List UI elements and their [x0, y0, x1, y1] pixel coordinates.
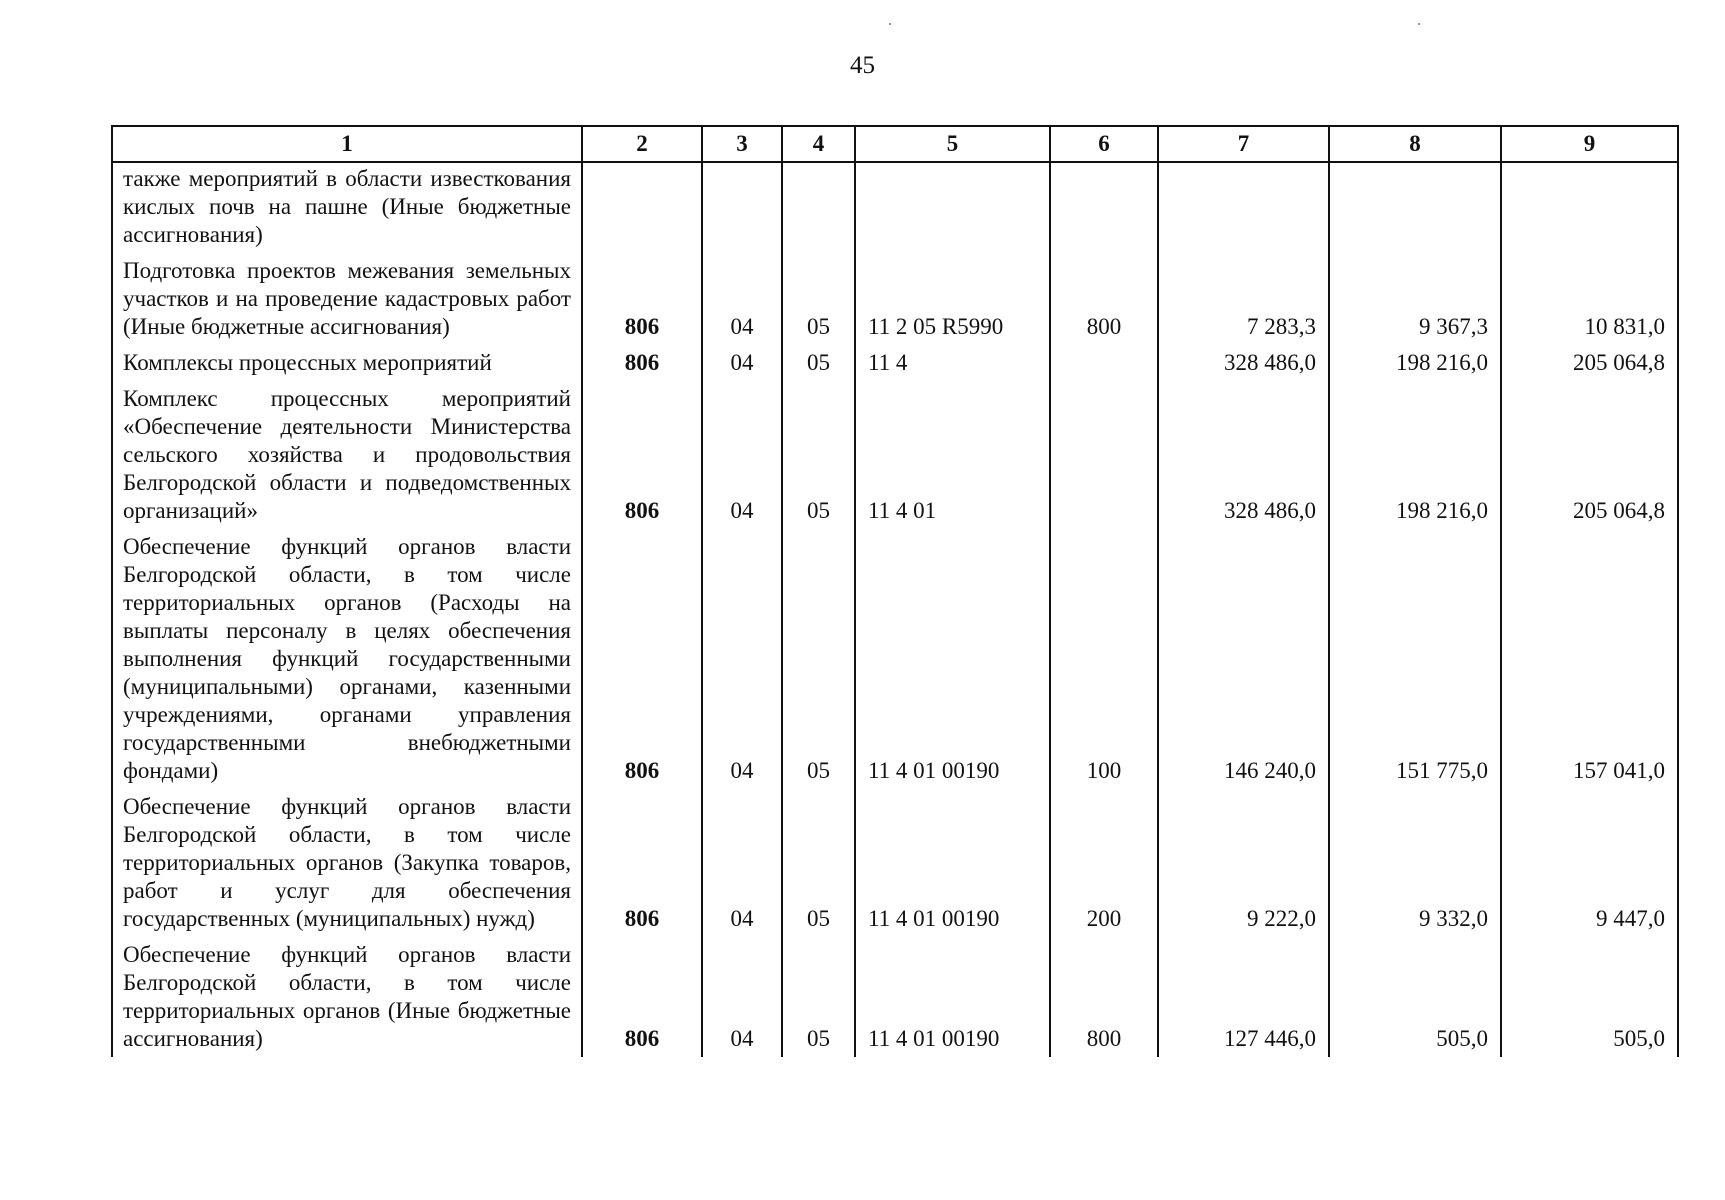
row-value-3: 505,0	[1501, 937, 1678, 1057]
row-subsection: 05	[782, 381, 855, 529]
row-subsection: 05	[782, 937, 855, 1057]
header-col-9: 9	[1501, 126, 1678, 162]
row-kind: 100	[1050, 529, 1158, 789]
row-code: 806	[582, 937, 702, 1057]
row-target: 11 4 01 00190	[855, 789, 1050, 937]
header-col-2: 2	[582, 126, 702, 162]
header-col-5: 5	[855, 126, 1050, 162]
row-name: Подготовка проектов межевания земельных участков и на проведение кадастровых работ (Иные бюджетные ассигнования)	[112, 253, 582, 345]
row-value-1: 328 486,0	[1158, 345, 1329, 381]
row-target: 11 2 05 R5990	[855, 253, 1050, 345]
row-section: 04	[702, 253, 782, 345]
row-name: Обеспечение функций органов власти Белгородской области, в том числе территориальных органов (Закупка товаров, работ и услуг для обеспечения государственных (муниципальных) нужд)	[112, 789, 582, 937]
row-subsection: 05	[782, 789, 855, 937]
header-row	[112, 126, 1678, 162]
row-target: 11 4 01 00190	[855, 937, 1050, 1057]
row-section: 04	[702, 789, 782, 937]
row-value-3: 205 064,8	[1501, 345, 1678, 381]
page-number: 45	[850, 52, 875, 79]
row-kind	[1050, 162, 1158, 253]
row-value-2: 198 216,0	[1329, 381, 1501, 529]
row-target: 11 4 01	[855, 381, 1050, 529]
row-value-2: 151 775,0	[1329, 529, 1501, 789]
row-section	[702, 162, 782, 253]
header-col-4: 4	[782, 126, 855, 162]
row-code: 806	[582, 253, 702, 345]
row-kind: 200	[1050, 789, 1158, 937]
row-target: 11 4	[855, 345, 1050, 381]
table-row	[112, 162, 1678, 253]
row-value-1: 7 283,3	[1158, 253, 1329, 345]
row-name: Обеспечение функций органов власти Белгородской области, в том числе территориальных органов (Иные бюджетные ассигнования)	[112, 937, 582, 1057]
row-value-2: 505,0	[1329, 937, 1501, 1057]
table-row	[112, 345, 1678, 381]
row-section: 04	[702, 529, 782, 789]
scan-dot	[889, 23, 891, 25]
row-section: 04	[702, 937, 782, 1057]
table-row	[112, 381, 1678, 529]
row-subsection: 05	[782, 345, 855, 381]
row-code: 806	[582, 381, 702, 529]
header-col-7: 7	[1158, 126, 1329, 162]
row-value-3: 157 041,0	[1501, 529, 1678, 789]
row-value-3	[1501, 162, 1678, 253]
row-kind	[1050, 381, 1158, 529]
table-row	[112, 529, 1678, 789]
row-kind	[1050, 345, 1158, 381]
header-col-8: 8	[1329, 126, 1501, 162]
row-kind: 800	[1050, 253, 1158, 345]
row-subsection: 05	[782, 529, 855, 789]
row-subsection	[782, 162, 855, 253]
row-code: 806	[582, 529, 702, 789]
row-value-3: 9 447,0	[1501, 789, 1678, 937]
row-section: 04	[702, 381, 782, 529]
row-value-3: 205 064,8	[1501, 381, 1678, 529]
row-section: 04	[702, 345, 782, 381]
row-name: Комплексы процессных мероприятий	[112, 345, 582, 381]
scan-dot	[1418, 23, 1420, 25]
table-row	[112, 937, 1678, 1057]
row-value-2: 198 216,0	[1329, 345, 1501, 381]
budget-table	[111, 125, 1679, 1057]
row-name: Обеспечение функций органов власти Белгородской области, в том числе территориальных органов (Расходы на выплаты персоналу в целях обеспечения выполнения функций государственными (муниципальными) органами, казенными учреждениями, органами управления государственными внебюджетными фондами)	[112, 529, 582, 789]
row-name: Комплекс процессных мероприятий «Обеспечение деятельности Министерства сельского хозяйства и продовольствия Белгородской области и подведомственных организаций»	[112, 381, 582, 529]
header-col-1: 1	[112, 126, 582, 162]
row-value-2	[1329, 162, 1501, 253]
row-value-1	[1158, 162, 1329, 253]
row-code: 806	[582, 789, 702, 937]
row-value-3: 10 831,0	[1501, 253, 1678, 345]
row-value-1: 127 446,0	[1158, 937, 1329, 1057]
row-value-2: 9 367,3	[1329, 253, 1501, 345]
table-row	[112, 789, 1678, 937]
row-target	[855, 162, 1050, 253]
table-row	[112, 253, 1678, 345]
row-code	[582, 162, 702, 253]
row-value-1: 146 240,0	[1158, 529, 1329, 789]
header-col-6: 6	[1050, 126, 1158, 162]
row-name: также мероприятий в области известкования кислых почв на пашне (Иные бюджетные ассигнования)	[112, 162, 582, 253]
row-code: 806	[582, 345, 702, 381]
row-target: 11 4 01 00190	[855, 529, 1050, 789]
row-subsection: 05	[782, 253, 855, 345]
row-kind: 800	[1050, 937, 1158, 1057]
row-value-2: 9 332,0	[1329, 789, 1501, 937]
row-value-1: 328 486,0	[1158, 381, 1329, 529]
header-col-3: 3	[702, 126, 782, 162]
row-value-1: 9 222,0	[1158, 789, 1329, 937]
